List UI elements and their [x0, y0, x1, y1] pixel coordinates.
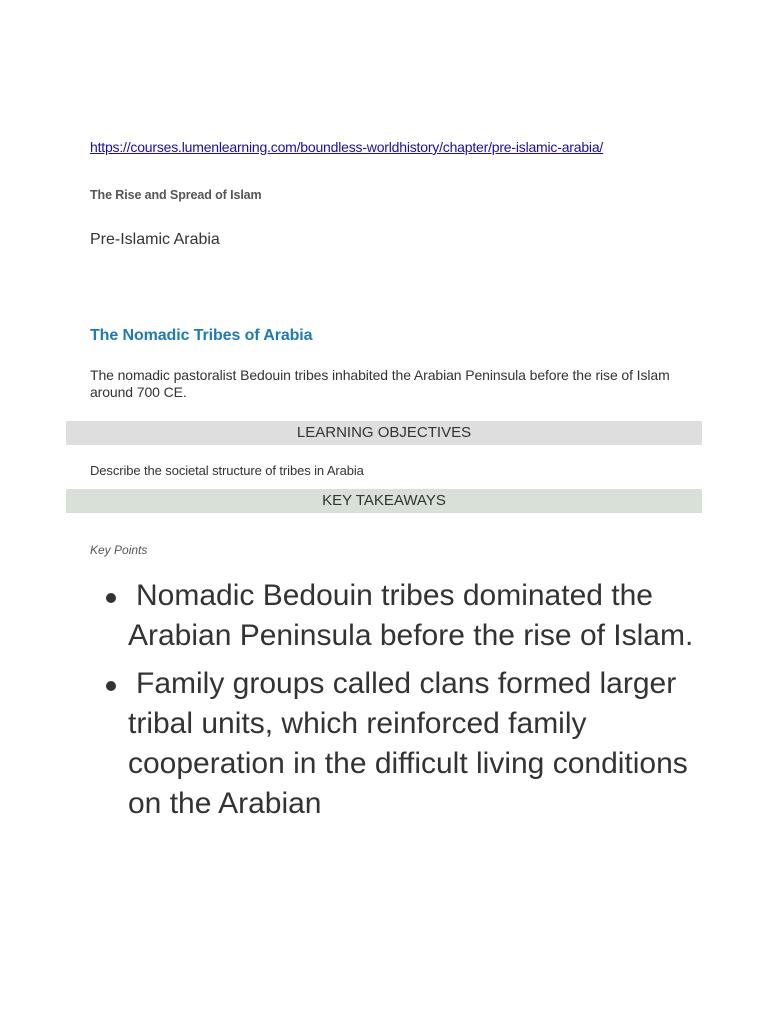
source-link[interactable]: https://courses.lumenlearning.com/boundless-worldhistory/chapter/pre-islamic-arabia/	[90, 139, 604, 155]
bullet-icon	[106, 681, 116, 691]
list-item	[104, 576, 694, 656]
bullet-icon	[106, 593, 116, 603]
key-point-text: Nomadic Bedouin tribes dominated the Arabian Peninsula before the rise of Islam.	[128, 579, 694, 652]
learning-objective-item: Describe the societal structure of tribes in Arabia	[90, 463, 364, 478]
page-heading: The Nomadic Tribes of Arabia	[90, 327, 313, 344]
key-points-list	[104, 576, 694, 832]
key-points-label: Key Points	[90, 543, 148, 557]
key-takeaways-bar: KEY TAKEAWAYS	[66, 489, 702, 513]
learning-objectives-bar: LEARNING OBJECTIVES	[66, 421, 702, 445]
intro-paragraph: The nomadic pastoralist Bedouin tribes inhabited the Arabian Peninsula before the rise of Islam around 700 CE.	[90, 367, 670, 400]
course-subtitle: The Rise and Spread of Islam	[90, 188, 262, 202]
section-title: Pre-Islamic Arabia	[90, 231, 220, 248]
list-item	[104, 664, 694, 824]
key-point-text: Family groups called clans formed larger tribal units, which reinforced family cooperation in the difficult living conditions on the Arabian	[128, 667, 688, 820]
